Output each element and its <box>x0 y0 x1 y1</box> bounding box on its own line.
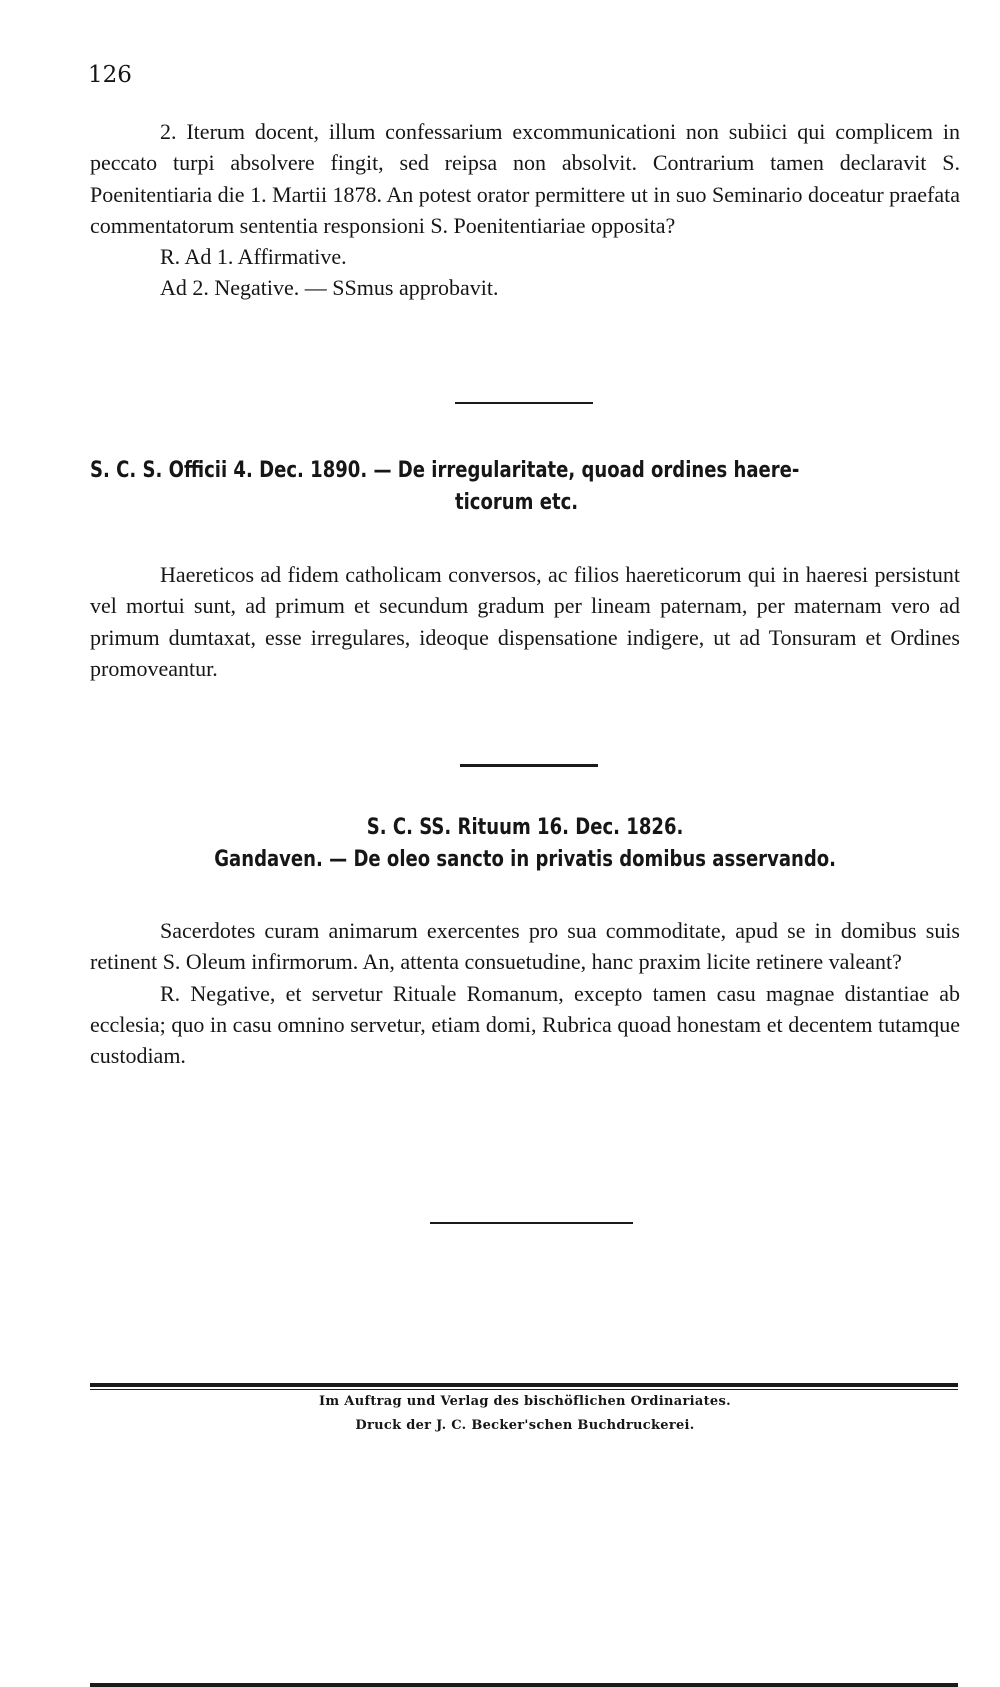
section-3 <box>90 915 960 1071</box>
section-3-heading-line-1-text: S. C. SS. Rituum 16. Dec. 1826. <box>366 815 684 840</box>
footer-rule-thick <box>90 1683 958 1687</box>
section-3-paragraph-2: R. Negative, et servetur Rituale Romanum, excepto tamen casu magnae distantiae ab ecclesia; quo in casu omnino servetur, etiam domi, Rubrica quoad honestam et decentem tutamque custodiam. <box>90 980 960 1069</box>
divider-1 <box>455 402 593 404</box>
imprint-line-2: Druck der J. C. Becker'schen Buchdruckerei. <box>355 1418 695 1433</box>
section-1-answer-1: R. Ad 1. Affirmative. <box>160 244 347 270</box>
section-2 <box>90 559 960 684</box>
section-1-paragraph: 2. Iterum docent, illum confessarium excommunicationi non subiici qui complicem in peccato turpi absolvere fingit, sed reipsa non absolvit. Contrarium tamen declaravit S. Poenitentiaria die 1. Martii 1878. An potest orator permittere ut in suo Seminario doceatur praefata commentatorum sententia responsioni S. Poenitentiariae opposita? <box>90 119 960 238</box>
section-2-heading-line-1: S. C. S. Officii 4. Dec. 1890. — De irregularitate, quoad ordines haere- <box>90 458 800 483</box>
section-2-paragraph: Haereticos ad fidem catholicam conversos, ac filios haereticorum qui in haeresi persistunt vel mortui sunt, ad primum et secundum gradum per lineam paternam, per maternam vero ad primum dumtaxat, esse irregulares, ideoque dispensatione indigere, ut ad Tonsuram et Ordines promoveantur. <box>90 562 960 681</box>
page-number: 126 <box>88 62 132 88</box>
imprint-line-1: Im Auftrag und Verlag des bischöflichen Ordinariates. <box>319 1394 731 1409</box>
divider-2 <box>460 764 598 767</box>
divider-3 <box>430 1222 633 1224</box>
section-3-heading-line-2-text: Gandaven. — De oleo sancto in privatis domibus asservando. <box>214 847 836 872</box>
footer-rule-thick-2 <box>90 1383 958 1387</box>
section-1-answer-2: Ad 2. Negative. — SSmus approbavit. <box>160 275 499 301</box>
section-2-heading-line-2: ticorum etc. <box>455 490 579 515</box>
section-3-heading-line-2 <box>90 847 960 872</box>
section-3-heading-line-1 <box>90 815 960 840</box>
section-3-paragraph-1: Sacerdotes curam animarum exercentes pro sua commoditate, apud se in domibus suis retinent S. Oleum infirmorum. An, attenta consuetudine, hanc praxim licite retinere valeant? <box>90 918 960 975</box>
section-1 <box>90 116 960 304</box>
imprint <box>90 1390 960 1438</box>
